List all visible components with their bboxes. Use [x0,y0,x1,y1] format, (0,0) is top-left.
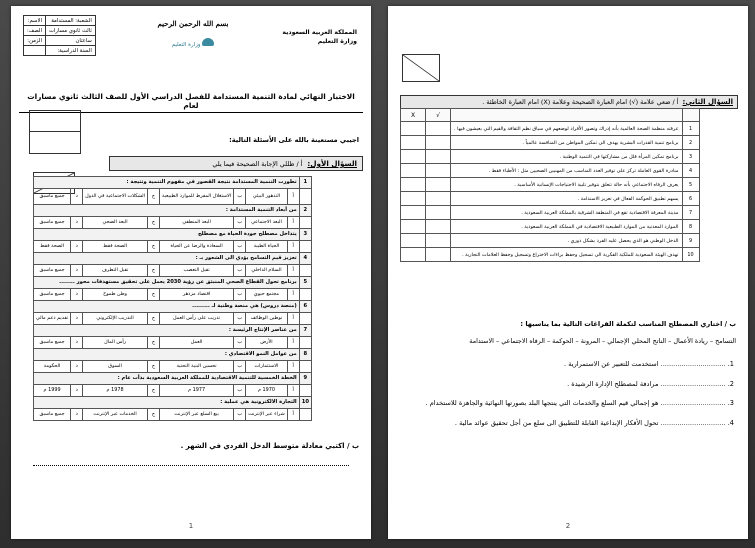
mcq-options-row [34,361,312,373]
answer-option[interactable]: اقتصاد مزدهر [159,289,233,301]
false-answer-cell[interactable] [401,206,426,220]
answer-option[interactable]: الحكومة [34,361,71,373]
page-2 [388,6,748,539]
option-letter: أ [287,313,299,325]
statement-text: عرفته منظمة الصحة العالمية بأنه إدراك وتصور الأفراد لوضعهم في سياق نظم الثقافة والقيم التي يعيشون فيها . [451,122,683,136]
question-number: 7 [299,325,311,337]
ministry-logo-text: وزارة التعليم [153,36,233,48]
question-text: من أبعاد التنمية المستدامة : [34,205,300,217]
question-text: الخطة الخمسية للتنمية الاقتصادية للمملكة العربية السعودية بدأت عام : [34,373,300,385]
statement-number: 10 [682,248,699,262]
mcq-question-row [34,349,312,361]
mcq-options-row [34,217,312,229]
option-letter: أ [287,241,299,253]
question-number: 10 [299,397,311,409]
answer-option[interactable]: مجتمع حيوي [246,289,288,301]
answer-option[interactable]: وطن طموح [83,289,148,301]
statement-number: 8 [682,220,699,234]
answer-option[interactable]: شراء عبر الإنترنت [246,409,288,421]
blank-text: تحول الأفكار الإبداعية القابلة للتطبيق الى سلع من أجل تحقيق عوائد مالية . [454,419,659,427]
answer-option[interactable]: الخدمات عبر الإنترنت [83,409,148,421]
statement-number: 9 [682,234,699,248]
section-1-header: السؤال الأول:أ / ظللي الإجابة الصحيحة فيما يلي [109,156,363,171]
mcq-options-row [34,385,312,397]
false-answer-cell[interactable] [401,136,426,150]
answer-option[interactable]: جميع ماسبق [34,289,71,301]
question-number: 2 [299,205,311,217]
option-letter: أ [287,289,299,301]
option-letter: ب [234,385,246,397]
answer-option[interactable]: تحسين البنية التحتية [159,361,233,373]
answer-option[interactable]: الاستثمارات [246,361,288,373]
option-letter: ج [147,265,159,277]
statement-row [401,206,700,220]
option-letter: ج [147,313,159,325]
option-letter: ب [234,289,246,301]
question-number: 4 [299,253,311,265]
fill-blank-item [406,380,734,388]
statement-text: مبادرة القوى العاملة تركز على توفير العدد المناسب من المهنيين الصحيين مثل : الأطباء فقط . [451,164,683,178]
false-answer-cell[interactable] [401,122,426,136]
option-letter: أ [287,361,299,373]
answer-option[interactable]: تقديم دعم مالي [34,313,71,325]
option-letter: ج [147,361,159,373]
statement-number: 7 [682,206,699,220]
true-answer-cell[interactable] [426,122,451,136]
answer-option[interactable]: الاستغلال المفرط للموارد الطبيعية [159,189,233,205]
option-letter: ج [147,217,159,229]
true-answer-cell[interactable] [426,206,451,220]
question-number: 5 [299,277,311,289]
kingdom-header: المملكة العربية السعودية وزارة التعليم [282,29,357,45]
question-number: 1 [299,177,311,189]
option-letter: د [71,241,83,253]
option-letter: ج [147,241,159,253]
blank-line[interactable]: ............................... [660,360,726,368]
answer-option[interactable]: جميع ماسبق [34,265,71,277]
answer-option[interactable]: جميع ماسبق [34,217,71,229]
true-answer-cell[interactable] [426,220,451,234]
option-letter: ب [234,217,246,229]
true-answer-cell[interactable] [426,136,451,150]
statement-text: الموارد المعدنية من الموارد الطبيعية الاقتصادية في المملكة العربية السعودية . [451,220,683,234]
statement-row [401,248,700,262]
answer-option[interactable]: تقبل التطرف [83,265,148,277]
blank-text: استخدمت للتعبير عن الاستمرارية . [564,360,659,368]
question-number: 3 [299,229,311,241]
mcq-question-row [34,373,312,385]
option-letter: ج [147,409,159,421]
student-info-table: الشعبة: المستدامة الاسم: ثالث ثانوي مسارات الصف: ساعتان الزمن: السنة الدراسية: [23,15,96,56]
question-number: 8 [299,349,311,361]
question-text: تطورت التنمية المستدامة نتيجة القصور في مفهوم التنمية وتتيجة : [34,177,300,189]
page-1 [11,6,371,539]
statement-number: 6 [682,192,699,206]
true-answer-cell[interactable] [426,178,451,192]
question-text: من عوامل النمو الاقتصادي : [34,349,300,361]
false-answer-cell[interactable] [401,164,426,178]
option-letter: ب [234,361,246,373]
option-letter: ج [147,289,159,301]
answer-option[interactable]: جميع ماسبق [34,409,71,421]
option-letter: د [71,217,83,229]
false-answer-cell[interactable] [401,150,426,164]
statement-number: 4 [682,164,699,178]
blank-line[interactable]: ............................... [660,399,726,407]
mcq-question-row [34,229,312,241]
answer-option[interactable]: السوق [83,361,148,373]
answer-option[interactable]: التدهور البيئي [246,189,288,205]
false-column-header: X [401,109,426,122]
statement-number: 5 [682,178,699,192]
question-text: (منصة دروس) هي منصة وطنية لـ ......... [34,301,300,313]
true-column-header: √ [426,109,451,122]
basmala: بسم الله الرحمن الرحيم [157,19,229,28]
page-number: 2 [565,522,571,530]
true-answer-cell[interactable] [426,192,451,206]
statement-row [401,192,700,206]
grade-box [29,110,81,154]
section-b-2-title: ب / اختاري المصطلح المناسب لتكملة الفراغات التالية بما يناسبها : [520,320,736,328]
blank-number: 3. [727,399,734,407]
statement-number: 1 [682,122,699,136]
statement-row [401,136,700,150]
question-text: يتداخل مصطلح جودة الحياة مع مصطلح [34,229,300,241]
answer-option[interactable]: جميع ماسبق [34,337,71,349]
question-text: التجارة الالكترونية هي عملية : [34,397,300,409]
mcq-options-row [34,265,312,277]
answer-option[interactable]: 1977 م [159,385,233,397]
mcq-question-row [34,177,312,189]
statement-number: 2 [682,136,699,150]
statement-row [401,164,700,178]
true-answer-cell[interactable] [426,150,451,164]
true-answer-cell[interactable] [426,234,451,248]
option-letter: د [71,385,83,397]
statement-row [401,150,700,164]
section-b-question: ب / اكتبي معادلة متوسط الدخل الفردي في الشهر . [180,442,359,450]
answer-option[interactable]: جميع ماسبق [34,189,71,205]
section-2-header: السؤال الثاني:أ / ضعي علامة (√) امام العبارة الصحيحة وعلامة (X) امام العبارة الخاطئة . [400,95,738,109]
answer-option[interactable]: الشكلات الاجتماعية في الدول [83,189,148,205]
answer-option[interactable]: 1978 م [83,385,148,397]
mcq-options-row [34,189,312,205]
answer-option[interactable]: السعادة والرضا عن الحياة [159,241,233,253]
instruction: اجيبي مستعينة بالله على الأسئلة التالية: [229,136,359,144]
option-letter: أ [287,409,299,421]
blank-line[interactable]: ............................... [660,419,726,427]
option-letter: د [71,313,83,325]
statement-row [401,234,700,248]
option-letter: د [71,361,83,373]
question-text: برنامج تحول القطاع الصحي المنبثق عن رؤية 2030 يعمل على تحقيق مستهدفات محور ........ [34,277,300,289]
statement-row [401,122,700,136]
true-false-table [400,108,700,262]
false-answer-cell[interactable] [401,220,426,234]
option-letter: أ [287,265,299,277]
exam-title: الاختبار النهائي لمادة التنمية المستدامة للفصل الدراسي الأول للصف الثالث ثانوي مسارات لعام [19,92,363,113]
answer-option[interactable]: البعد الاجتماعي [246,217,288,229]
option-letter: ج [147,189,159,205]
mcq-question-row [34,253,312,265]
ministry-logo-mark-icon [202,38,214,46]
question-text: تعزيز قيم التسامح يؤدي الى الشعور بـ : [34,253,300,265]
question-number: 6 [299,301,311,313]
mcq-options-row [34,409,312,421]
false-answer-cell[interactable] [401,192,426,206]
option-letter: أ [287,337,299,349]
blank-number: 4. [727,419,734,427]
false-answer-cell[interactable] [401,178,426,192]
word-bank: التسامح – ريادة الأعمال – الناتج المحلي الإجمالي – المرونة – الحوكمة – الرفاه الاجتماعي – الاستدامة [469,337,736,345]
question-text: من عناصر الإنتاج الرئيسة : [34,325,300,337]
mcq-question-row [34,325,312,337]
mcq-options-row [34,241,312,253]
statement-row [401,220,700,234]
option-letter: د [71,409,83,421]
option-letter: ب [234,189,246,205]
answer-option[interactable]: الحياة الطيبة [246,241,288,253]
option-letter: ب [234,241,246,253]
option-letter: ب [234,337,246,349]
option-letter: أ [287,385,299,397]
option-letter: ب [234,313,246,325]
option-letter: أ [287,189,299,205]
answer-option[interactable]: تقبل التعصب [159,265,233,277]
mcq-question-row [34,205,312,217]
blank-line[interactable]: ............................... [660,380,726,388]
answer-option[interactable]: التدريب الإلكتروني [83,313,148,325]
option-letter: د [71,265,83,277]
question-number: 9 [299,373,311,385]
mcq-question-row [34,397,312,409]
mcq-options-row [34,289,312,301]
option-letter: ج [147,337,159,349]
statement-text: تهدف الهيئة السعودية للملكية الفكرية الى تسجيل وحفظ براءات الاختراع وتسجيل وحفظ العلامات التجارية . [451,248,683,262]
true-answer-cell[interactable] [426,248,451,262]
answer-option[interactable]: رأس المال [83,337,148,349]
mcq-options-row [34,337,312,349]
fill-blank-item [406,419,734,427]
option-letter: ج [147,385,159,397]
answer-option[interactable]: الصحة فقط [34,241,71,253]
statement-text: برنامج تمكين المرأة قلل من مشاركتها في التنمية الوطنية . [451,150,683,164]
statement-text: يعرف الرفاه الاجتماعي بأنه حالة تتعلق بتوفير تلبية الاحتياجات الإنسانية الأساسية . [451,178,683,192]
false-answer-cell[interactable] [401,234,426,248]
statement-number: 3 [682,150,699,164]
option-letter: أ [287,217,299,229]
blank-text: مرادفة لمصطلح الإدارة الرشيدة . [567,380,659,388]
statement-text: برنامج تنمية القدرات البشرية يهدف الى تمكين المواطن من المنافسة عالمياً . [451,136,683,150]
blank-number: 2. [727,380,734,388]
statement-text: مدينة المعرفة الاقتصادية تقع في المنطقة الشرقية بالمملكة العربية السعودية . [451,206,683,220]
statement-row [401,178,700,192]
fill-blank-item [406,399,734,407]
score-box-2 [402,54,440,82]
ministry-logo [153,19,233,48]
true-answer-cell[interactable] [426,164,451,178]
statement-text: يسهم تطبيق الحوكمة الفعال في تعزيز الاستدامة . [451,192,683,206]
fill-blank-item [406,360,734,368]
answer-option[interactable]: 1970 م [246,385,288,397]
option-letter: ب [234,265,246,277]
false-answer-cell[interactable] [401,248,426,262]
answer-option[interactable]: 1999 م [34,385,71,397]
option-letter: د [71,337,83,349]
answer-line [33,465,349,466]
answer-option[interactable]: البعد المنطقي [159,217,233,229]
answer-option[interactable]: الصحة فقط [83,241,148,253]
answer-option[interactable]: البعد الصحي [83,217,148,229]
mcq-table [33,176,312,421]
answer-option[interactable]: السلام الداخلي [246,265,288,277]
mcq-question-row [34,301,312,313]
answer-option[interactable]: الأرض [246,337,288,349]
page-number: 1 [188,522,194,530]
blank-number: 1. [727,360,734,368]
mcq-question-row [34,277,312,289]
statement-text: الدخل الوطني هو الذي يحصل عليه الفرد بشكل دوري . [451,234,683,248]
mcq-options-row [34,313,312,325]
answer-option[interactable]: بيع السلع عبر الإنترنت [159,409,233,421]
blank-text: هو إجمالي قيم السلع والخدمات التي ينتجها البلد بصورتها النهائية والجاهزة للاستخدام . [425,399,659,407]
option-letter: ب [234,409,246,421]
answer-option[interactable]: توطين الوظائف [246,313,288,325]
option-letter: د [71,289,83,301]
answer-option[interactable]: العمل [159,337,233,349]
answer-option[interactable]: تدريب على رأس العمل [159,313,233,325]
option-letter: د [71,189,83,205]
